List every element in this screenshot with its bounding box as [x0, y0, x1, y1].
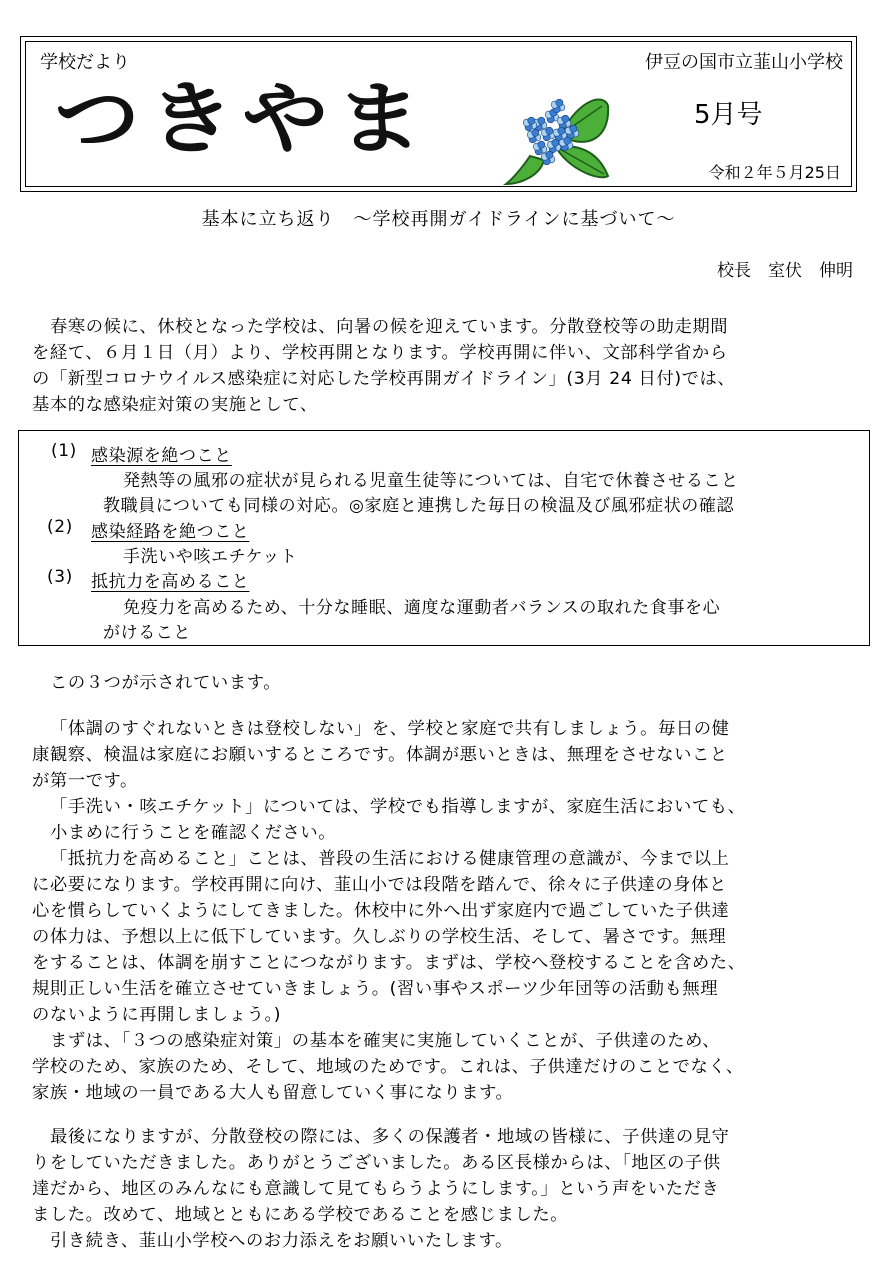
measures-box [18, 430, 870, 646]
text-line: 「手洗い・咳エチケット」については、学校でも指導しますが、家庭生活においても、 [50, 797, 746, 817]
masthead [20, 36, 857, 192]
issue-label: 5月号 [694, 100, 763, 130]
hydrangea-petal [558, 127, 565, 134]
closing-paragraph [32, 1124, 858, 1254]
measure-3-title: 抵抗力を高めること [91, 572, 250, 592]
school-name: 伊豆の国市立韮山小学校 [645, 52, 843, 73]
text-line: 春寒の候に、休校となった学校は、向暑の候を迎えています。分散登校等の助走期間 [50, 317, 729, 337]
hydrangea-petal [538, 141, 545, 148]
text-line: 学校のため、家族のため、そして、地域のためです。これは、子供達だけのことでなく、 [32, 1057, 744, 1077]
text-line: 「抵抗力を高めること」ことは、普段の生活における健康管理の意識が、今まで以上 [50, 849, 730, 869]
text-line: 家族・地域の一員である大人も留意していく事になります。 [32, 1083, 514, 1103]
text-line: 心を慣らしていくようにしてきました。休校中に外へ出ず家庭内で過ごしていた子供達 [32, 901, 730, 921]
body-paragraphs [32, 716, 858, 1106]
newsletter-title: つきやま [54, 72, 430, 166]
issue-date: 令和２年５月25日 [708, 163, 841, 182]
hydrangea-petal [562, 115, 569, 122]
measure-1-line: 発熱等の風邪の症状が見られる児童生徒等については、自宅で休養させること [123, 471, 739, 491]
text-line: が第一です。 [32, 771, 138, 791]
text-line: まずは、「３つの感染症対策」の基本を確実に実施していくことが、子供達のため、 [50, 1031, 721, 1051]
article-headline: 基本に立ち返り ～学校再開ガイドラインに基づいて～ [201, 209, 676, 230]
text-line: を経て、６月１日（月）より、学校再開となります。学校再開に伴い、文部科学省から [32, 343, 728, 363]
measure-1-line: 教職員についても同様の対応。◎家庭と連携した毎日の検温及び風邪症状の確認 [103, 496, 735, 516]
series-label: 学校だより [40, 52, 130, 73]
summary-paragraph [32, 670, 858, 696]
text-line: 「体調のすぐれないときは登校しない」を、学校と家庭で共有しましょう。毎日の健 [50, 719, 730, 739]
masthead-inner-frame [25, 41, 852, 187]
text-line: この３つが示されています。 [50, 673, 282, 693]
measure-2-line: 手洗いや咳エチケット [123, 547, 298, 567]
measure-3-line: がけること [103, 623, 191, 643]
text-line: の「新型コロナウイルス感染症に対応した学校再開ガイドライン」(3月 24 日付)では、 [32, 369, 736, 389]
hydrangea-petal [564, 137, 571, 144]
text-line: 最後になりますが、分散登校の際には、多くの保護者・地域の皆様に、子供達の見守 [50, 1127, 730, 1147]
text-line: ました。改めて、地域とともにある学校であることを感じました。 [32, 1205, 569, 1225]
measure-3-number: (3) [47, 567, 73, 587]
measure-1-title: 感染源を絶つこと [91, 446, 232, 466]
text-line: のないように再開しましょう。) [32, 1005, 282, 1025]
text-line: の体力は、予想以上に低下しています。久しぶりの学校生活、そして、暑さです。無理 [32, 927, 727, 947]
text-line: 基本的な感染症対策の実施として、 [32, 395, 318, 415]
text-line: 規則正しい生活を確立させていきましょう。(習い事やスポーツ少年団等の活動も無理 [32, 979, 719, 999]
text-line: 引き続き、韮山小学校へのお力添えをお願いいたします。 [50, 1231, 513, 1251]
article-author: 校長 室伏 伸明 [717, 261, 853, 281]
hydrangea-petal [570, 125, 577, 132]
measure-2-number: (2) [47, 517, 73, 537]
measure-2-title: 感染経路を絶つこと [91, 522, 250, 542]
measure-1-number: (1) [51, 441, 77, 461]
intro-paragraph [32, 314, 858, 418]
text-line: 康観察、検温は家庭にお願いするところです。体調が悪いときは、無理をさせないこと [32, 745, 728, 765]
hydrangea-petal [552, 139, 559, 146]
text-line: をすることは、体調を崩すことにつながります。まずは、学校へ登校することを含めた、 [32, 953, 746, 973]
hydrangea-petal [556, 99, 563, 106]
hydrangea-icon [500, 76, 612, 188]
hydrangea-petal [532, 129, 539, 136]
text-line: 達だから、地区のみんなにも意識して見てもらうようにします。」という声をいただき [32, 1179, 720, 1199]
text-line: 小まめに行うことを確認ください。 [50, 823, 337, 843]
measure-3-line: 免疫力を高めるため、十分な睡眠、適度な運動者バランスの取れた食事を心 [123, 598, 721, 618]
hydrangea-petal [538, 117, 545, 124]
hydrangea-petal [546, 127, 553, 134]
text-line: に必要になります。学校再開に向け、韮山小では段階を踏んで、徐々に子供達の身体と [32, 875, 727, 895]
hydrangea-petal [546, 151, 553, 158]
text-line: りをしていただきました。ありがとうございました。ある区長様からは、「地区の子供 [32, 1153, 721, 1173]
hydrangea-petal [528, 117, 535, 124]
